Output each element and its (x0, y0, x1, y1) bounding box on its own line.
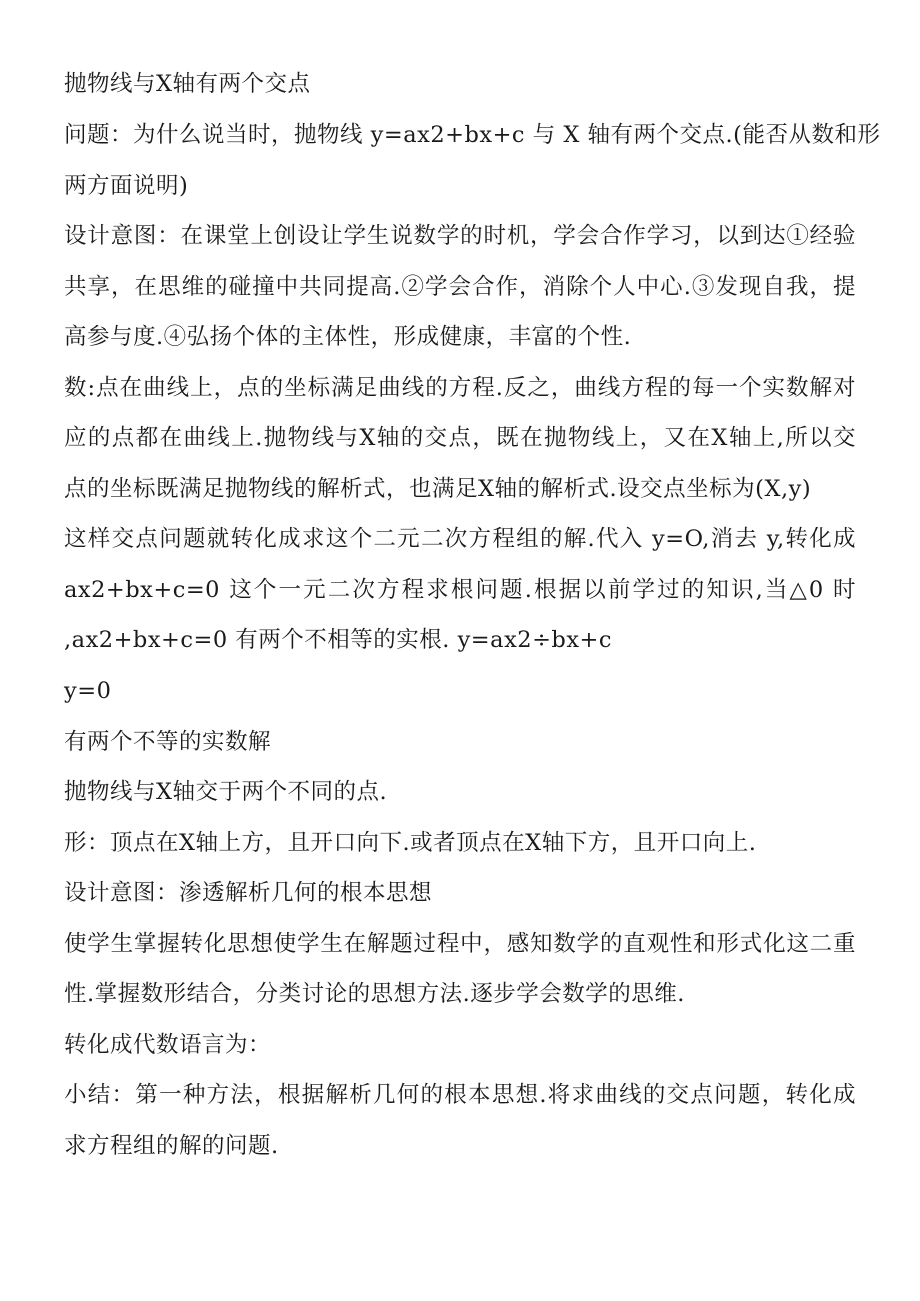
purpose-line-2: 性.掌握数形结合，分类讨论的思想方法.逐步学会数学的思维. (64, 981, 685, 1007)
design-intent-2-line: 设计意图：渗透解析几何的根本思想 (64, 880, 433, 906)
question-line-1: 问题：为什么说当时，抛物线 y=ax2+bx+c 与 X 轴有两个交点.(能否从数和形 (64, 122, 881, 148)
design-intent-line-2: 共享，在思维的碰撞中共同提高.②学会合作，消除个人中心.③发现自我，提 (64, 274, 856, 300)
number-aspect-line-1: 数:点在曲线上，点的坐标满足曲线的方程.反之，曲线方程的每一个实数解对 (64, 375, 856, 401)
summary-line-2: 求方程组的解的问题. (64, 1133, 279, 1159)
number-aspect-line-6: ,ax2+bx+c=0 有两个不相等的实根. y=ax2÷bx+c (64, 627, 612, 653)
design-intent-line-3: 高参与度.④弘扬个体的主体性，形成健康，丰富的个性. (64, 324, 632, 350)
heading-line: 抛物线与X轴有两个交点 (64, 71, 311, 97)
number-aspect-line-4: 这样交点问题就转化成求这个二元二次方程组的解.代入 y=O,消去 y,转化成 (64, 526, 856, 552)
summary-line-1: 小结：第一种方法，根据解析几何的根本思想.将求曲线的交点问题，转化成 (64, 1082, 856, 1108)
number-aspect-line-2: 应的点都在曲线上.抛物线与X轴的交点，既在抛物线上，又在X轴上,所以交 (64, 425, 856, 451)
equation-line: y=0 (64, 678, 112, 704)
solution-line: 有两个不等的实数解 (64, 729, 272, 755)
number-aspect-line-5: ax2+bx+c=0 这个一元二次方程求根问题.根据以前学过的知识,当△0 时 (64, 577, 856, 603)
algebra-language-line: 转化成代数语言为： (64, 1032, 272, 1058)
design-intent-line-1: 设计意图：在课堂上创设让学生说数学的时机，学会合作学习，以到达①经验 (64, 223, 856, 249)
question-line-2: 两方面说明) (64, 173, 189, 199)
purpose-line-1: 使学生掌握转化思想使学生在解题过程中，感知数学的直观性和形式化这二重 (64, 931, 856, 957)
number-aspect-line-3: 点的坐标既满足抛物线的解析式，也满足X轴的解析式.设交点坐标为(X,y) (64, 476, 812, 502)
conclusion-line: 抛物线与X轴交于两个不同的点. (64, 779, 388, 805)
shape-aspect-line: 形：顶点在X轴上方，且开口向下.或者顶点在X轴下方，且开口向上. (64, 830, 757, 856)
